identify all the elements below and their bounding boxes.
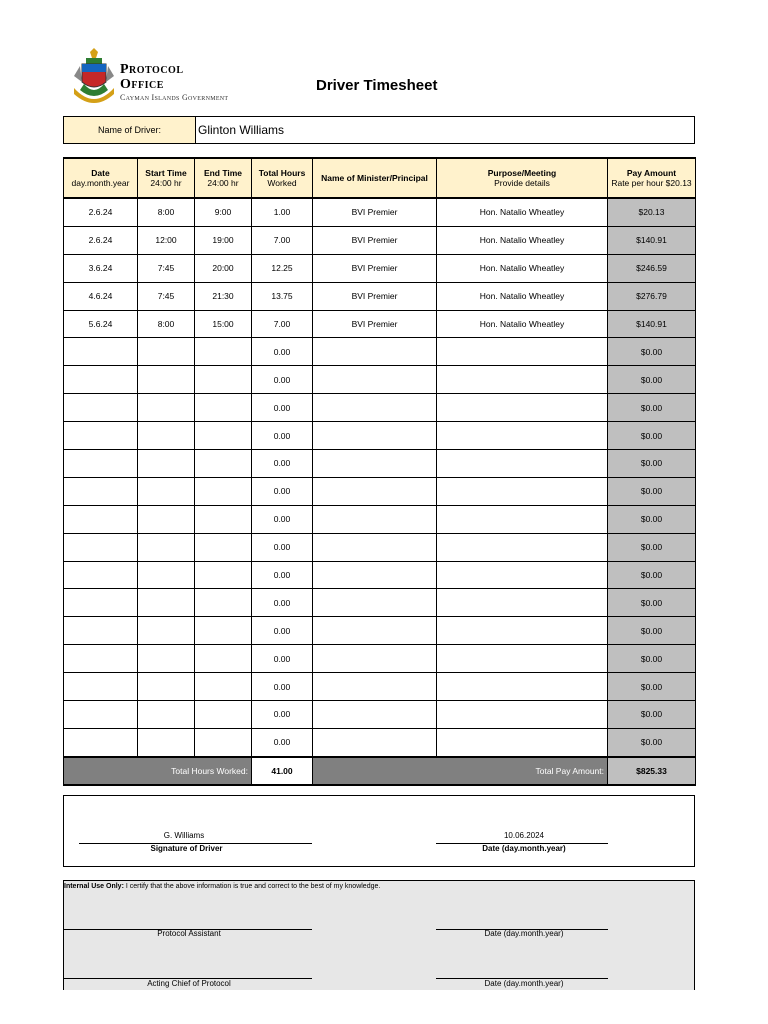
minister-cell[interactable]: BVI Premier <box>313 254 437 282</box>
start-time-cell[interactable] <box>138 645 195 673</box>
table-row <box>64 254 696 282</box>
end-time-cell[interactable] <box>195 450 252 478</box>
date-cell[interactable]: 3.6.24 <box>64 254 138 282</box>
date-cell[interactable]: 2.6.24 <box>64 198 138 226</box>
driver-name-field[interactable]: Glinton Williams <box>198 123 285 137</box>
end-time-cell[interactable] <box>195 477 252 505</box>
date-cell[interactable] <box>64 617 138 645</box>
purpose-cell[interactable]: Hon. Natalio Wheatley <box>437 310 608 338</box>
minister-cell[interactable] <box>313 366 437 394</box>
chief-label: Acting Chief of Protocol <box>147 979 231 988</box>
start-time-cell[interactable] <box>138 561 195 589</box>
pay-amount-cell: $0.00 <box>608 533 696 561</box>
minister-cell[interactable] <box>313 617 437 645</box>
start-time-cell[interactable] <box>138 450 195 478</box>
page-title: Driver Timesheet <box>316 77 438 94</box>
driver-date-label: Date (day.month.year) <box>482 844 566 853</box>
table-row <box>64 394 696 422</box>
purpose-cell[interactable] <box>437 673 608 701</box>
end-time-header-subtitle: 24:00 hr <box>207 178 239 188</box>
end-time-cell[interactable]: 9:00 <box>195 198 252 226</box>
total-hours-cell: 0.00 <box>252 477 313 505</box>
total-pay-value: $825.33 <box>608 757 696 785</box>
minister-header <box>313 158 437 198</box>
date-cell[interactable] <box>64 645 138 673</box>
start-time-cell[interactable]: 12:00 <box>138 226 195 254</box>
table-row <box>64 617 696 645</box>
date-cell[interactable] <box>64 338 138 366</box>
start-time-cell[interactable] <box>138 505 195 533</box>
protocol-office-logo <box>70 48 248 108</box>
purpose-cell[interactable]: Hon. Natalio Wheatley <box>437 254 608 282</box>
pay-amount-cell: $0.00 <box>608 394 696 422</box>
end-time-cell[interactable]: 21:30 <box>195 282 252 310</box>
minister-cell[interactable]: BVI Premier <box>313 198 437 226</box>
minister-cell[interactable] <box>313 673 437 701</box>
table-row <box>64 282 696 310</box>
pay-amount-header-subtitle: Rate per hour $20.13 <box>611 178 692 188</box>
purpose-cell[interactable] <box>437 366 608 394</box>
assistant-date-label: Date (day.month.year) <box>484 929 564 938</box>
table-row <box>64 561 696 589</box>
table-row <box>64 589 696 617</box>
date-cell[interactable] <box>64 394 138 422</box>
total-hours-cell: 0.00 <box>252 450 313 478</box>
total-hours-cell: 0.00 <box>252 338 313 366</box>
pay-amount-cell: $140.91 <box>608 310 696 338</box>
table-row <box>64 645 696 673</box>
total-hours-cell: 0.00 <box>252 394 313 422</box>
purpose-cell[interactable] <box>437 561 608 589</box>
pay-amount-header-title: Pay Amount <box>626 168 677 178</box>
total-hours-label: Total Hours Worked: <box>64 757 252 785</box>
end-time-cell[interactable] <box>195 561 252 589</box>
date-cell[interactable] <box>64 450 138 478</box>
total-hours-cell: 0.00 <box>252 701 313 729</box>
pay-amount-cell: $140.91 <box>608 226 696 254</box>
purpose-cell[interactable]: Hon. Natalio Wheatley <box>437 198 608 226</box>
start-time-cell[interactable] <box>138 533 195 561</box>
table-row <box>64 422 696 450</box>
table-row <box>64 673 696 701</box>
pay-amount-cell: $0.00 <box>608 422 696 450</box>
purpose-cell[interactable] <box>437 477 608 505</box>
driver-name-label: Name of Driver: <box>64 117 196 143</box>
end-time-cell[interactable] <box>195 701 252 729</box>
pay-amount-cell: $0.00 <box>608 589 696 617</box>
total-hours-cell: 0.00 <box>252 645 313 673</box>
date-cell[interactable] <box>64 505 138 533</box>
coat-of-arms-icon <box>70 48 118 106</box>
end-time-cell[interactable] <box>195 645 252 673</box>
pay-amount-cell: $0.00 <box>608 366 696 394</box>
date-cell[interactable] <box>64 477 138 505</box>
start-time-cell[interactable] <box>138 366 195 394</box>
minister-cell[interactable] <box>313 394 437 422</box>
date-cell[interactable] <box>64 701 138 729</box>
total-hours-cell: 0.00 <box>252 673 313 701</box>
minister-cell[interactable] <box>313 505 437 533</box>
purpose-cell[interactable] <box>437 505 608 533</box>
start-time-cell[interactable] <box>138 589 195 617</box>
table-row <box>64 226 696 254</box>
start-time-cell[interactable]: 7:45 <box>138 282 195 310</box>
pay-amount-cell: $0.00 <box>608 645 696 673</box>
end-time-cell[interactable] <box>195 422 252 450</box>
purpose-header-title: Purpose/Meeting <box>487 168 557 178</box>
start-time-cell[interactable] <box>138 422 195 450</box>
driver-signature-section <box>63 795 695 867</box>
minister-cell[interactable] <box>313 561 437 589</box>
minister-cell[interactable] <box>313 728 437 756</box>
date-header <box>64 158 138 198</box>
purpose-header <box>437 158 608 198</box>
purpose-header-subtitle: Provide details <box>494 178 550 188</box>
total-hours-header <box>252 158 313 198</box>
minister-cell[interactable]: BVI Premier <box>313 282 437 310</box>
internal-certify-text: I certify that the above information is true and correct to the best of my knowledge. <box>123 883 381 890</box>
date-cell[interactable]: 5.6.24 <box>64 310 138 338</box>
end-time-cell[interactable] <box>195 728 252 756</box>
date-cell[interactable] <box>64 728 138 756</box>
driver-signature-value[interactable]: G. Williams <box>163 831 205 840</box>
table-row <box>64 198 696 226</box>
minister-cell[interactable] <box>313 701 437 729</box>
purpose-cell[interactable] <box>437 645 608 673</box>
pay-amount-cell: $0.00 <box>608 477 696 505</box>
minister-cell[interactable] <box>313 589 437 617</box>
table-row <box>64 366 696 394</box>
purpose-cell[interactable]: Hon. Natalio Wheatley <box>437 282 608 310</box>
minister-cell[interactable] <box>313 450 437 478</box>
table-row <box>64 701 696 729</box>
end-time-cell[interactable]: 15:00 <box>195 310 252 338</box>
internal-use-section <box>63 880 695 990</box>
total-hours-header-subtitle: Worked <box>267 178 297 188</box>
date-header-subtitle: day.month.year <box>71 178 130 188</box>
total-hours-cell: 12.25 <box>252 254 313 282</box>
end-time-cell[interactable] <box>195 394 252 422</box>
pay-amount-cell: $0.00 <box>608 338 696 366</box>
minister-cell[interactable]: BVI Premier <box>313 226 437 254</box>
pay-amount-header <box>608 158 696 198</box>
driver-signature-label: Signature of Driver <box>150 844 223 853</box>
total-hours-cell: 1.00 <box>252 198 313 226</box>
start-time-header <box>138 158 195 198</box>
chief-date-label: Date (day.month.year) <box>484 979 564 988</box>
start-time-cell[interactable] <box>138 701 195 729</box>
driver-name-row <box>63 116 695 144</box>
pay-amount-cell: $276.79 <box>608 282 696 310</box>
total-hours-cell: 0.00 <box>252 617 313 645</box>
date-cell[interactable]: 4.6.24 <box>64 282 138 310</box>
pay-amount-cell: $0.00 <box>608 505 696 533</box>
total-hours-cell: 0.00 <box>252 561 313 589</box>
start-time-cell[interactable]: 8:00 <box>138 198 195 226</box>
minister-cell[interactable] <box>313 422 437 450</box>
start-time-cell[interactable] <box>138 338 195 366</box>
start-time-cell[interactable]: 7:45 <box>138 254 195 282</box>
pay-amount-cell: $0.00 <box>608 617 696 645</box>
start-time-cell[interactable] <box>138 617 195 645</box>
purpose-cell[interactable] <box>437 450 608 478</box>
end-time-header <box>195 158 252 198</box>
start-time-cell[interactable] <box>138 728 195 756</box>
minister-header-title: Name of Minister/Principal <box>321 173 428 183</box>
purpose-cell[interactable]: Hon. Natalio Wheatley <box>437 226 608 254</box>
end-time-cell[interactable]: 20:00 <box>195 254 252 282</box>
org-name-line1: Protocol <box>120 62 184 77</box>
end-time-cell[interactable] <box>195 589 252 617</box>
start-time-cell[interactable] <box>138 394 195 422</box>
purpose-cell[interactable] <box>437 701 608 729</box>
start-time-header-title: Start Time <box>145 168 187 178</box>
pay-amount-cell: $0.00 <box>608 450 696 478</box>
pay-amount-cell: $20.13 <box>608 198 696 226</box>
assistant-label: Protocol Assistant <box>157 929 221 938</box>
table-row <box>64 728 696 756</box>
end-time-cell[interactable] <box>195 617 252 645</box>
total-pay-label: Total Pay Amount: <box>313 757 608 785</box>
totals-row <box>64 757 696 785</box>
date-cell[interactable] <box>64 422 138 450</box>
date-cell[interactable]: 2.6.24 <box>64 226 138 254</box>
total-hours-cell: 7.00 <box>252 310 313 338</box>
total-hours-cell: 0.00 <box>252 533 313 561</box>
end-time-cell[interactable] <box>195 366 252 394</box>
total-hours-cell: 0.00 <box>252 366 313 394</box>
table-row <box>64 505 696 533</box>
internal-use-statement <box>64 883 380 890</box>
total-hours-cell: 0.00 <box>252 422 313 450</box>
purpose-cell[interactable] <box>437 422 608 450</box>
pay-amount-cell: $0.00 <box>608 728 696 756</box>
date-header-title: Date <box>91 168 110 178</box>
purpose-cell[interactable] <box>437 728 608 756</box>
start-time-cell[interactable]: 8:00 <box>138 310 195 338</box>
pay-amount-cell: $0.00 <box>608 561 696 589</box>
purpose-cell[interactable] <box>437 589 608 617</box>
date-cell[interactable] <box>64 366 138 394</box>
total-hours-cell: 0.00 <box>252 589 313 617</box>
end-time-header-title: End Time <box>203 168 243 178</box>
driver-date-value[interactable]: 10.06.2024 <box>503 831 545 840</box>
end-time-cell[interactable] <box>195 673 252 701</box>
purpose-cell[interactable] <box>437 617 608 645</box>
purpose-cell[interactable] <box>437 533 608 561</box>
pay-amount-cell: $0.00 <box>608 673 696 701</box>
pay-amount-cell: $246.59 <box>608 254 696 282</box>
end-time-cell[interactable]: 19:00 <box>195 226 252 254</box>
total-hours-cell: 7.00 <box>252 226 313 254</box>
date-cell[interactable] <box>64 589 138 617</box>
total-hours-value: 41.00 <box>252 757 313 785</box>
table-row <box>64 533 696 561</box>
date-cell[interactable] <box>64 561 138 589</box>
end-time-cell[interactable] <box>195 533 252 561</box>
org-name-line2: Office <box>120 77 164 92</box>
table-row <box>64 477 696 505</box>
end-time-cell[interactable] <box>195 338 252 366</box>
minister-cell[interactable]: BVI Premier <box>313 310 437 338</box>
total-hours-header-title: Total Hours <box>258 168 306 178</box>
end-time-cell[interactable] <box>195 505 252 533</box>
date-cell[interactable] <box>64 673 138 701</box>
table-row <box>64 450 696 478</box>
minister-cell[interactable] <box>313 645 437 673</box>
date-cell[interactable] <box>64 533 138 561</box>
minister-cell[interactable] <box>313 338 437 366</box>
timesheet-table <box>63 157 696 786</box>
minister-cell[interactable] <box>313 477 437 505</box>
table-header-row <box>64 158 696 198</box>
total-hours-cell: 0.00 <box>252 505 313 533</box>
total-hours-cell: 0.00 <box>252 728 313 756</box>
start-time-cell[interactable] <box>138 477 195 505</box>
start-time-header-subtitle: 24:00 hr <box>150 178 182 188</box>
pay-amount-cell: $0.00 <box>608 701 696 729</box>
purpose-cell[interactable] <box>437 338 608 366</box>
org-government-line: Cayman Islands Government <box>120 93 229 102</box>
minister-cell[interactable] <box>313 533 437 561</box>
internal-use-heading: Internal Use Only: <box>64 883 124 890</box>
total-hours-cell: 13.75 <box>252 282 313 310</box>
purpose-cell[interactable] <box>437 394 608 422</box>
table-row <box>64 310 696 338</box>
start-time-cell[interactable] <box>138 673 195 701</box>
table-row <box>64 338 696 366</box>
